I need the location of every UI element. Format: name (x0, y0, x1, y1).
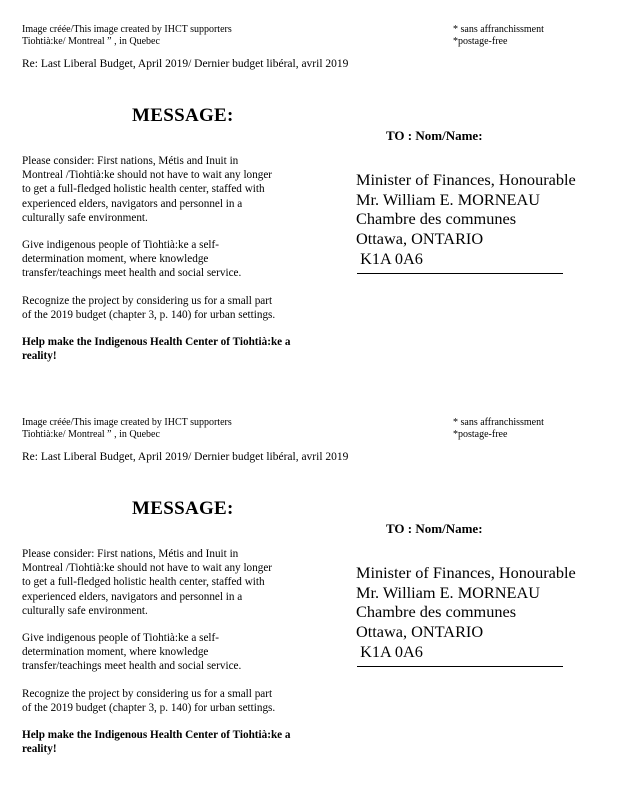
recipient-label: TO : Nom/Name: (386, 128, 483, 143)
recipient-label: TO : Nom/Name: (386, 521, 483, 536)
image-credit: Image créée/This image created by IHCT supporters Tiohtià:ke/ Montreal ” , in Quebec (22, 417, 232, 440)
message-body (22, 547, 322, 769)
postage-note: * sans affranchissment *postage-free (453, 24, 544, 47)
address-underline (357, 666, 563, 667)
paragraph-consider: Please consider: First nations, Métis and Inuit in Montreal /Tiohtià:ke should not have to wait any longer to get a full-fledged holistic health center, staffed with experienced elders, navigators and personnel in a culturally safe environment. (22, 548, 273, 617)
postage-note: * sans affranchissment *postage-free (453, 417, 544, 440)
paragraph-self-determination: Give indigenous people of Tiohtià:ke a self- determination moment, where knowledge transfer/teachings meet health and social service. (22, 632, 242, 673)
image-credit: Image créée/This image created by IHCT supporters Tiohtià:ke/ Montreal ” , in Quebec (22, 24, 232, 47)
address-underline (357, 273, 563, 274)
postcard-top (0, 0, 618, 394)
paragraph-consider: Please consider: First nations, Métis and Inuit in Montreal /Tiohtià:ke should not have to wait any longer to get a full-fledged holistic health center, staffed with experienced elders, navigators and personnel in a culturally safe environment. (22, 155, 273, 224)
recipient-address: Minister of Finances, Honourable Mr. William E. MORNEAU Chambre des communes Ottawa, ONTARIO K1A 0A6 (356, 170, 576, 268)
message-body (22, 154, 322, 376)
recipient-address: Minister of Finances, Honourable Mr. William E. MORNEAU Chambre des communes Ottawa, ONTARIO K1A 0A6 (356, 563, 576, 661)
paragraph-budget: Recognize the project by considering us for a small part of the 2019 budget (chapter 3, p. 140) for urban settings. (22, 294, 276, 321)
paragraph-self-determination: Give indigenous people of Tiohtià:ke a self- determination moment, where knowledge transfer/teachings meet health and social service. (22, 239, 242, 280)
closing-call: Help make the Indigenous Health Center of Tiohtià:ke a reality! (22, 336, 291, 363)
closing-call: Help make the Indigenous Health Center of Tiohtià:ke a reality! (22, 729, 291, 756)
subject-line: Re: Last Liberal Budget, April 2019/ Dernier budget libéral, avril 2019 (22, 451, 349, 463)
paragraph-budget: Recognize the project by considering us for a small part of the 2019 budget (chapter 3, p. 140) for urban settings. (22, 687, 276, 714)
message-heading: MESSAGE: (132, 105, 234, 126)
postcard-bottom (0, 393, 618, 787)
message-heading: MESSAGE: (132, 498, 234, 519)
subject-line: Re: Last Liberal Budget, April 2019/ Dernier budget libéral, avril 2019 (22, 58, 349, 70)
